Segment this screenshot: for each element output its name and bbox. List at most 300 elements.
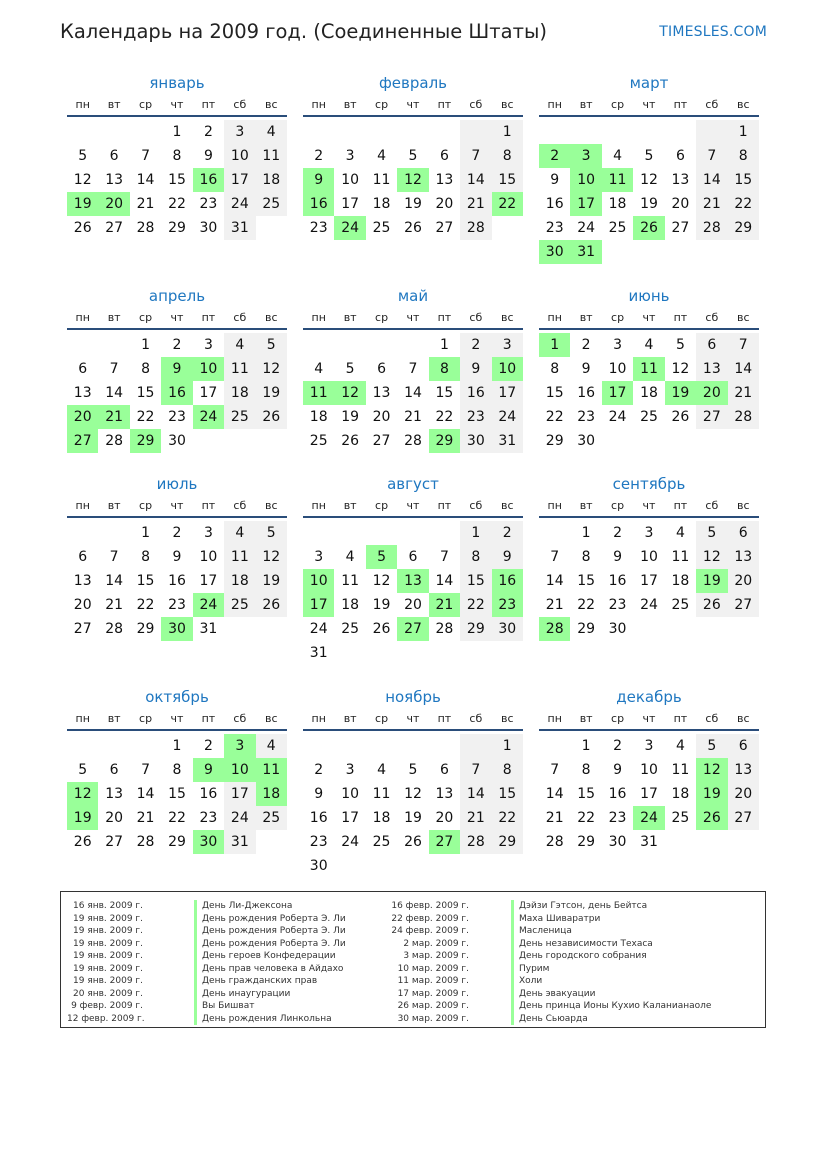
day-cell: 9 [550, 172, 560, 188]
day-cell: 11 [372, 786, 391, 802]
weekday-header [303, 496, 523, 518]
day-cell: 26 [73, 220, 92, 236]
weekday-label: чт [642, 499, 656, 512]
weekday-label: сб [705, 712, 719, 725]
weekday-label: вс [500, 98, 514, 111]
day-cell: 31 [199, 621, 218, 637]
day-cell: 10 [199, 549, 218, 565]
weekday-label: ср [611, 311, 625, 324]
weekday-label: вт [107, 712, 121, 725]
day-cell: 6 [439, 148, 449, 164]
day-cell: 7 [109, 549, 119, 565]
weekday-label: пт [201, 311, 216, 324]
day-cell: 21 [545, 810, 564, 826]
empty-cell [366, 120, 397, 144]
holiday-date: 10 мар. 2009 г. [397, 963, 469, 974]
weekday-label: сб [233, 712, 247, 725]
holiday-name: Вы Бишват [194, 1000, 346, 1013]
weekday-label: пн [75, 98, 90, 111]
weekday-label: сб [233, 98, 247, 111]
empty-cell [366, 333, 397, 357]
day-cell: 18 [608, 196, 627, 212]
weekday-label: вс [500, 712, 514, 725]
day-cell: 14 [435, 573, 454, 589]
day-cell: 13 [73, 385, 92, 401]
day-cell: 15 [577, 786, 596, 802]
day-cell: 24 [309, 621, 328, 637]
day-cell: 28 [460, 216, 491, 240]
empty-cell [303, 521, 334, 545]
day-cell: 10 [341, 786, 360, 802]
day-cell: 7 [550, 762, 560, 778]
day-cell: 6 [109, 148, 119, 164]
holiday-list [60, 891, 766, 1028]
day-cell: 17 [224, 782, 255, 806]
weekday-label: пт [673, 311, 688, 324]
day-cell: 5 [78, 762, 88, 778]
weekday-label: ср [611, 712, 625, 725]
weekday-header [303, 709, 523, 731]
day-cell: 25 [309, 433, 328, 449]
month-1 [67, 71, 287, 240]
weekday-header [539, 496, 759, 518]
day-cell: 21 [105, 597, 124, 613]
day-cell: 8 [492, 758, 523, 782]
day-cell: 3 [314, 549, 324, 565]
day-cell: 4 [314, 361, 324, 377]
weekday-label: сб [705, 98, 719, 111]
weekday-label: пт [673, 499, 688, 512]
day-cell: 23 [309, 834, 328, 850]
weekday-label: чт [170, 499, 184, 512]
day-cell: 6 [728, 521, 759, 545]
month-7 [67, 472, 287, 641]
holiday-day: 12 [334, 381, 365, 405]
day-cell: 29 [136, 621, 155, 637]
day-cell: 8 [460, 545, 491, 569]
day-cell: 22 [492, 806, 523, 830]
holiday-date: 2 мар. 2009 г. [403, 938, 469, 949]
weekday-label: вс [736, 98, 750, 111]
day-cell: 15 [728, 168, 759, 192]
holiday-day: 18 [256, 782, 287, 806]
day-cell: 11 [256, 144, 287, 168]
weekday-label: вт [107, 311, 121, 324]
holiday-names-col-2 [511, 900, 711, 1025]
day-cell: 14 [136, 786, 155, 802]
day-cell: 29 [168, 834, 186, 850]
day-cell: 14 [460, 168, 491, 192]
weekday-label: вс [500, 311, 514, 324]
weekday-label: чт [642, 311, 656, 324]
day-cell: 23 [309, 220, 328, 236]
day-grid [539, 521, 759, 641]
month-3 [539, 71, 759, 264]
holiday-day: 30 [193, 830, 224, 854]
day-cell: 21 [136, 196, 155, 212]
day-cell: 31 [309, 645, 328, 661]
holiday-day: 9 [303, 168, 334, 192]
weekday-label: пт [673, 712, 688, 725]
day-cell: 3 [345, 148, 355, 164]
day-cell: 11 [671, 549, 690, 565]
day-cell: 7 [460, 144, 491, 168]
month-4 [67, 284, 287, 453]
day-cell: 25 [224, 405, 255, 429]
day-cell: 16 [608, 573, 627, 589]
day-cell: 22 [136, 409, 155, 425]
day-cell: 27 [105, 834, 124, 850]
holiday-name: Маха Шиваратри [511, 913, 711, 926]
weekday-label: пн [547, 499, 562, 512]
day-cell: 30 [309, 858, 328, 874]
holiday-day: 1 [539, 333, 570, 357]
day-cell: 30 [460, 429, 491, 453]
day-cell: 7 [141, 762, 151, 778]
day-cell: 4 [613, 148, 623, 164]
day-cell: 8 [141, 361, 151, 377]
weekday-label: сб [233, 311, 247, 324]
day-cell: 20 [404, 597, 422, 613]
day-cell: 8 [550, 361, 560, 377]
day-cell: 17 [640, 573, 658, 589]
day-cell: 4 [675, 738, 685, 754]
weekday-header [67, 709, 287, 731]
holiday-day: 27 [67, 429, 98, 453]
weekday-label: вт [579, 311, 593, 324]
day-cell: 14 [460, 782, 491, 806]
weekday-label: пн [75, 499, 90, 512]
empty-cell [98, 120, 129, 144]
day-cell: 6 [109, 762, 119, 778]
day-cell: 16 [545, 196, 564, 212]
holiday-day: 20 [67, 405, 98, 429]
day-cell: 18 [224, 569, 255, 593]
empty-cell [303, 333, 334, 357]
empty-cell [303, 120, 334, 144]
day-cell: 1 [492, 734, 523, 758]
weekday-label: сб [469, 98, 483, 111]
holiday-date: 12 февр. 2009 г. [67, 1013, 145, 1024]
day-cell: 18 [640, 385, 658, 401]
holiday-date: 16 янв. 2009 г. [73, 901, 143, 911]
day-cell: 21 [545, 597, 564, 613]
day-cell: 15 [545, 385, 564, 401]
holiday-day: 28 [539, 617, 570, 641]
day-cell: 15 [492, 168, 523, 192]
holiday-name: День принца Ионы Кухио Каланианаоле [511, 1000, 711, 1013]
day-cell: 5 [345, 361, 355, 377]
weekday-label: сб [469, 499, 483, 512]
day-cell: 17 [199, 573, 218, 589]
day-cell: 6 [78, 361, 88, 377]
day-cell: 27 [105, 220, 124, 236]
weekday-label: вт [343, 499, 357, 512]
day-cell: 8 [172, 148, 182, 164]
day-cell: 12 [671, 361, 690, 377]
day-cell: 14 [545, 786, 564, 802]
holiday-names-col-1 [194, 900, 346, 1025]
weekday-label: вт [579, 98, 593, 111]
holiday-day: 11 [303, 381, 334, 405]
holiday-day: 5 [366, 545, 397, 569]
day-cell: 12 [256, 357, 287, 381]
day-cell: 19 [256, 569, 287, 593]
holiday-name: День Сьюарда [511, 1013, 711, 1026]
weekday-label: ср [375, 311, 389, 324]
day-cell: 25 [608, 220, 627, 236]
day-cell: 4 [644, 337, 654, 353]
day-cell: 12 [640, 172, 658, 188]
weekday-label: пн [547, 712, 562, 725]
holiday-day: 24 [193, 405, 224, 429]
day-cell: 27 [696, 405, 727, 429]
holiday-day: 31 [570, 240, 601, 264]
day-cell: 19 [404, 810, 422, 826]
day-grid [303, 521, 523, 665]
day-cell: 18 [671, 573, 690, 589]
day-cell: 26 [372, 621, 391, 637]
holiday-day: 13 [397, 569, 428, 593]
empty-cell [397, 734, 428, 758]
holiday-day: 29 [130, 429, 161, 453]
site-link[interactable]: TIMESLES.COM [659, 24, 767, 40]
day-cell: 2 [172, 525, 182, 541]
day-cell: 24 [341, 834, 360, 850]
day-cell: 4 [224, 521, 255, 545]
empty-cell [633, 120, 664, 144]
day-cell: 18 [224, 381, 255, 405]
day-cell: 12 [73, 172, 92, 188]
day-cell: 19 [372, 597, 391, 613]
day-cell: 1 [581, 738, 591, 754]
holiday-date: 19 янв. 2009 г. [73, 976, 143, 986]
holiday-name: Пурим [511, 963, 711, 976]
day-grid [67, 333, 287, 453]
empty-cell [98, 734, 129, 758]
day-cell: 17 [199, 385, 218, 401]
day-cell: 22 [136, 597, 155, 613]
day-cell: 28 [460, 830, 491, 854]
weekday-label: сб [469, 712, 483, 725]
holiday-date: 19 янв. 2009 г. [73, 913, 143, 924]
day-cell: 21 [460, 806, 491, 830]
day-cell: 13 [671, 172, 690, 188]
month-9 [539, 472, 759, 641]
empty-cell [334, 521, 365, 545]
weekday-label: сб [705, 499, 719, 512]
day-cell: 24 [492, 405, 523, 429]
month-name: май [397, 287, 429, 305]
weekday-label: пт [201, 712, 216, 725]
empty-cell [429, 734, 460, 758]
holiday-date: 19 янв. 2009 г. [73, 951, 143, 961]
day-cell: 12 [256, 545, 287, 569]
day-cell: 22 [728, 192, 759, 216]
empty-cell [460, 120, 491, 144]
day-cell: 13 [728, 758, 759, 782]
day-cell: 26 [404, 220, 422, 236]
day-cell: 15 [168, 172, 186, 188]
day-cell: 7 [550, 549, 560, 565]
day-cell: 4 [377, 148, 387, 164]
weekday-label: ср [375, 98, 389, 111]
day-cell: 28 [545, 834, 564, 850]
day-cell: 26 [256, 405, 287, 429]
weekday-label: вт [107, 98, 121, 111]
day-cell: 9 [460, 357, 491, 381]
day-cell: 20 [73, 597, 92, 613]
weekday-label: пн [311, 499, 326, 512]
day-cell: 26 [73, 834, 92, 850]
holiday-date: 24 февр. 2009 г. [391, 926, 469, 936]
holiday-day: 19 [696, 782, 727, 806]
weekday-header [539, 95, 759, 117]
day-cell: 15 [460, 569, 491, 593]
weekday-label: вт [343, 712, 357, 725]
empty-cell [665, 120, 696, 144]
day-cell: 9 [314, 786, 324, 802]
holiday-date: 26 мар. 2009 г. [397, 1001, 469, 1011]
weekday-label: чт [406, 712, 420, 725]
holiday-day: 11 [256, 758, 287, 782]
weekday-header [539, 709, 759, 731]
empty-cell [303, 734, 334, 758]
day-cell: 12 [404, 786, 422, 802]
day-cell: 3 [613, 337, 623, 353]
holiday-dates-col-1 [67, 900, 143, 1025]
day-cell: 25 [640, 409, 658, 425]
holiday-day: 21 [429, 593, 460, 617]
day-cell: 23 [199, 810, 218, 826]
day-cell: 29 [545, 433, 564, 449]
empty-cell [130, 734, 161, 758]
day-cell: 30 [492, 617, 523, 641]
weekday-label: пн [547, 311, 562, 324]
day-cell: 12 [696, 545, 727, 569]
day-cell: 26 [341, 433, 360, 449]
day-grid [539, 734, 759, 854]
day-cell: 2 [613, 738, 623, 754]
empty-cell [429, 521, 460, 545]
day-cell: 3 [345, 762, 355, 778]
day-cell: 10 [608, 361, 627, 377]
day-cell: 28 [728, 405, 759, 429]
weekday-label: чт [170, 712, 184, 725]
holiday-name: Дэйзи Гэтсон, день Бейтса [511, 900, 711, 913]
day-cell: 2 [613, 525, 623, 541]
weekday-label: сб [233, 499, 247, 512]
day-cell: 16 [460, 381, 491, 405]
weekday-header [539, 308, 759, 330]
holiday-day: 10 [303, 569, 334, 593]
holiday-day: 21 [98, 405, 129, 429]
day-cell: 30 [199, 220, 218, 236]
month-11 [303, 685, 523, 878]
day-cell: 30 [608, 621, 627, 637]
day-cell: 13 [696, 357, 727, 381]
day-grid [67, 521, 287, 641]
day-cell: 23 [199, 196, 218, 212]
day-cell: 13 [372, 385, 391, 401]
day-cell: 27 [435, 220, 454, 236]
holiday-day: 2 [539, 144, 570, 168]
holiday-day: 9 [161, 357, 192, 381]
day-cell: 11 [671, 762, 690, 778]
day-cell: 8 [581, 762, 591, 778]
day-cell: 5 [696, 734, 727, 758]
day-cell: 21 [728, 381, 759, 405]
weekday-label: чт [170, 311, 184, 324]
holiday-name: День рождения Роберта Э. Ли [194, 925, 346, 938]
holiday-day: 26 [696, 806, 727, 830]
weekday-label: ср [611, 98, 625, 111]
day-cell: 7 [696, 144, 727, 168]
day-cell: 17 [492, 381, 523, 405]
month-12 [539, 685, 759, 854]
day-cell: 2 [203, 124, 213, 140]
holiday-day: 22 [492, 192, 523, 216]
day-cell: 28 [136, 834, 155, 850]
day-cell: 2 [203, 738, 213, 754]
day-cell: 9 [172, 549, 182, 565]
day-cell: 15 [577, 573, 596, 589]
weekday-header [303, 95, 523, 117]
holiday-date: 17 мар. 2009 г. [397, 988, 469, 999]
day-cell: 1 [141, 525, 151, 541]
day-cell: 29 [492, 830, 523, 854]
weekday-label: ср [139, 311, 153, 324]
day-cell: 17 [224, 168, 255, 192]
empty-cell [397, 521, 428, 545]
month-name: апрель [148, 287, 206, 305]
day-cell: 8 [141, 549, 151, 565]
day-cell: 25 [341, 621, 360, 637]
day-cell: 22 [168, 810, 186, 826]
holiday-day: 24 [193, 593, 224, 617]
empty-cell [67, 521, 98, 545]
day-grid [303, 120, 523, 240]
holiday-day: 16 [492, 569, 523, 593]
empty-cell [397, 120, 428, 144]
holiday-day: 16 [161, 381, 192, 405]
holiday-day: 12 [397, 168, 428, 192]
day-cell: 2 [460, 333, 491, 357]
holiday-name: Масленица [511, 925, 711, 938]
day-grid [303, 734, 523, 878]
day-cell: 6 [377, 361, 387, 377]
day-cell: 5 [408, 148, 418, 164]
weekday-label: вс [264, 98, 278, 111]
month-name: август [387, 475, 439, 493]
day-cell: 2 [314, 148, 324, 164]
day-cell: 16 [199, 786, 218, 802]
empty-cell [570, 120, 601, 144]
day-cell: 9 [581, 361, 591, 377]
day-cell: 21 [460, 192, 491, 216]
holiday-day: 12 [696, 758, 727, 782]
day-cell: 16 [577, 385, 596, 401]
month-name: март [629, 74, 669, 92]
holiday-name: День эвакуации [511, 988, 711, 1001]
holiday-name: День рождения Роберта Э. Ли [194, 938, 346, 951]
day-cell: 30 [577, 433, 596, 449]
holiday-name: День рождения Роберта Э. Ли [194, 913, 346, 926]
day-cell: 17 [640, 786, 658, 802]
holiday-date: 11 мар. 2009 г. [397, 976, 469, 986]
day-cell: 26 [404, 834, 422, 850]
day-cell: 23 [460, 405, 491, 429]
